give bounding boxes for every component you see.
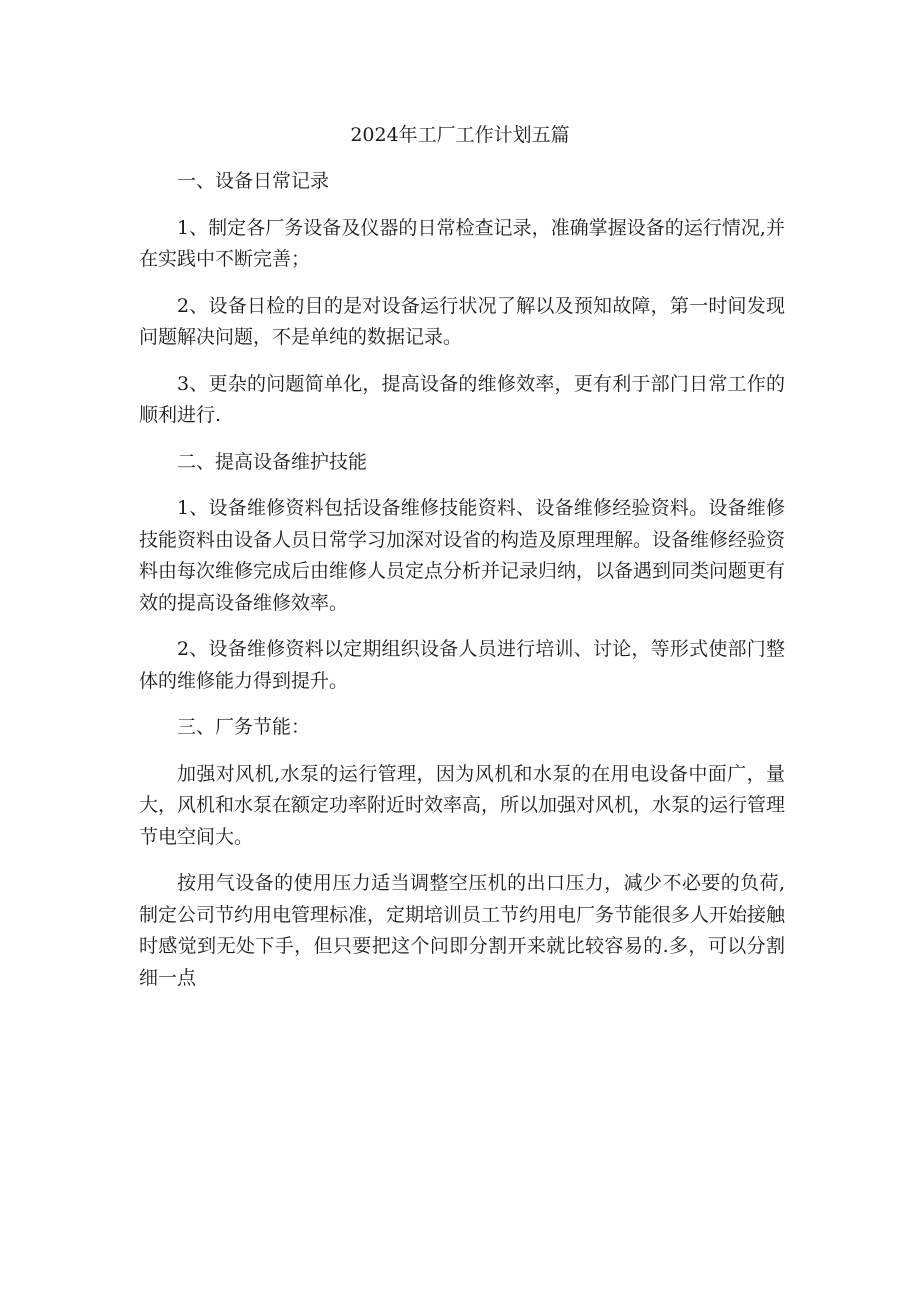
section-heading-2: 二、提高设备维护技能 bbox=[177, 450, 368, 473]
document-title: 2024年工厂工作计划五篇 bbox=[350, 124, 570, 146]
paragraph: 加强对风机,水泵的运行管理，因为风机和水泵的在用电设备中面广，量大，风机和水泵在额定功率附近时效率高，所以加强对风机，水泵的运行管理节电空间大。 bbox=[139, 762, 786, 848]
document-body bbox=[139, 166, 785, 1009]
section-heading-3: 三、厂务节能： bbox=[177, 716, 311, 738]
paragraph: 3、更杂的问题简单化，提高设备的维修效率，更有利于部门日常工作的顺利进行. bbox=[139, 372, 785, 426]
paragraph: 2、设备日检的目的是对设备运行状况了解以及预知故障，第一时间发现问题解决问题，不是单纯的数据记录。 bbox=[139, 294, 785, 348]
paragraph: 2、设备维修资料以定期组织设备人员进行培训、讨论，等形式使部门整体的维修能力得到提升。 bbox=[139, 638, 785, 692]
paragraph: 按用气设备的使用压力适当调整空压机的出口压力，减少不必要的负荷,制定公司节约用电管理标准，定期培训员工节约用电厂务节能很多人开始接触时感觉到无处下手，但只要把这个问即分割开来就比较容易的.多，可以分割细一点 bbox=[139, 872, 786, 989]
paragraph: 1、设备维修资料包括设备维修技能资料、设备维修经验资料。设备维修技能资料由设备人员日常学习加深对设省的构造及原理理解。设备维修经验资料由每次维修完成后由维修人员定点分析并记录归纳，以备遇到同类问题更有效的提高设备维修效率。 bbox=[139, 497, 786, 614]
paragraph: 1、制定各厂务设备及仪器的日常检查记录，准确掌握设备的运行情况,并在实践中不断完善； bbox=[139, 216, 785, 270]
section-heading-1: 一、设备日常记录 bbox=[177, 170, 330, 192]
